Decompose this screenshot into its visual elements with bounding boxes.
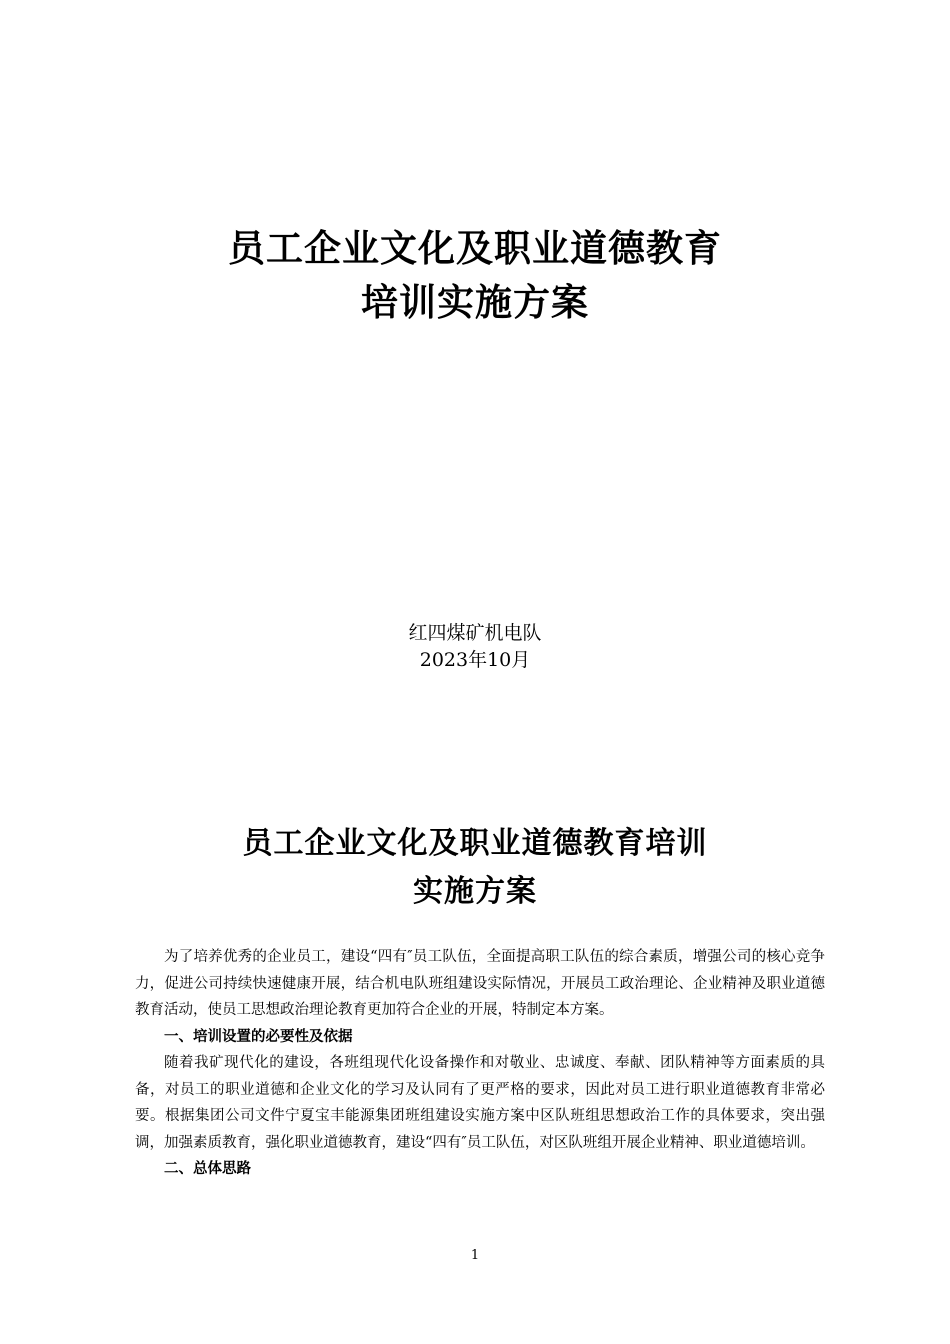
intro-paragraph: 为了培养优秀的企业员工，建设“四有″员工队伍，全面提高职工队伍的综合素质，增强公司的核心竞争力，促进公司持续快速健康开展，结合机电队班组建设实际情况，开展员工政治理论、企业精神及职业道德教育活动，使员工思想政治理论教育更加符合企业的开展，特制定本方案。 (135, 949, 825, 1018)
cover-date: 2023年10月 (419, 649, 531, 671)
document-body (135, 944, 825, 1183)
section1-heading: 一、培训设置的必要性及依据 (164, 1028, 353, 1045)
cover-organization: 红四煤矿机电队 (408, 622, 542, 644)
cover-title-line2: 培训实施方案 (361, 281, 589, 324)
cover-title-line1: 员工企业文化及职业道德教育 (228, 227, 722, 270)
document-title (0, 820, 950, 916)
section2-heading: 二、总体思路 (164, 1161, 251, 1177)
cover-title (0, 222, 950, 330)
document-title-line1: 员工企业文化及职业道德教育培训 (242, 826, 708, 861)
section1-paragraph: 随着我矿现代化的建设，各班组现代化设备操作和对敬业、忠诚度、奉献、团队精神等方面素质的具备，对员工的职业道德和企业文化的学习及认同有了更严格的要求，因此对员工进行职业道德教育非常必要。根据集团公司文件宁夏宝丰能源集团班组建设实施方案中区队班组思想政治工作的具体要求，突出强调，加强素质教育，强化职业道德教育，建设“四有″员工队伍，对区队班组开展企业精神、职业道德培训。 (135, 1055, 825, 1151)
document-title-line2: 实施方案 (413, 874, 537, 909)
page-number: 1 (470, 1248, 480, 1263)
cover-meta (0, 620, 950, 674)
